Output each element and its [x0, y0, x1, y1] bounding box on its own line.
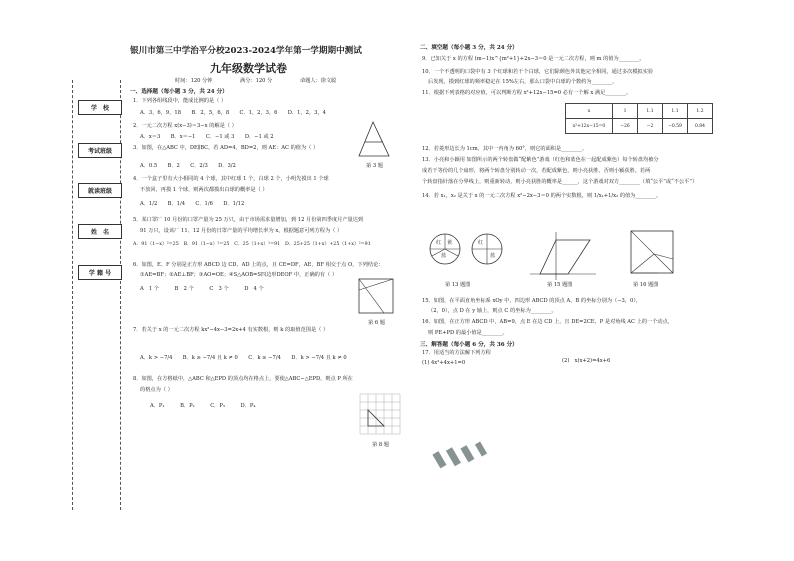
q5-options: A．91（1−x）²=25 B．91（1−x）²=25 C．25（1+x）²=91 D．25+25（1+x）+25（1+x）²=91 [133, 242, 371, 247]
student-id-box: 学 籍 号 [78, 265, 122, 280]
table-cell: x [566, 104, 613, 119]
fig13-caption: 第 13 题图 [445, 282, 471, 288]
q8-grid-figure [358, 392, 402, 436]
q2-options: A．x＝3 B．x＝−1 C．−1 或 3 D．−1 或 2 [140, 134, 274, 140]
study-class-box: 就读班级 [78, 183, 122, 198]
spinner-label: 黄 [447, 240, 453, 246]
table-cell: −0.59 [663, 119, 688, 134]
q8-figure-caption: 第 8 题 [372, 442, 389, 448]
exam-time: 时间：120 分钟 [175, 78, 213, 84]
spinner-label: 红 [478, 240, 484, 246]
q10-line2: 后发现，摸到红球的频率稳定在 15%左右，那么口袋中白球的个数约为________。 [428, 79, 618, 85]
table-cell: 1.1 [638, 104, 663, 119]
q4-options: A．1/2 B．1/4 C．1/6 D．1/12 [140, 201, 245, 207]
q7-options: A．k > −7/4 B．k ≥ −7/4 且 k ≠ 0 C．k ≥ −7/4 D．k > −7/4 且 k ≠ 0 [140, 355, 347, 361]
exam-subtitle: 九年级数学试卷 [210, 62, 287, 75]
q5: 5．某口罩厂 10 月份的口罩产量为 25 万只，由于市场需求量增加，到 12 月份第四季度月产量达到 [133, 217, 364, 223]
table-cell: −2 [638, 119, 663, 134]
table-cell: −26 [613, 119, 638, 134]
section-choice: 一、选择题（每小题 3 分，共 24 分） [130, 89, 228, 95]
q13-line2: 成若干等份的几个扇形，将两个转盘分别转动一次，若配成紫色，则小亮获胜，否则小颖获胜。若两 [422, 168, 651, 174]
spinner-right-figure [470, 232, 504, 266]
q8-line2: 的格点为（ ） [140, 387, 173, 393]
table-cell: x²+12x−15=0 [566, 119, 613, 134]
q16: 16．如图，在正方形 ABCD 中，AB=9，点 E 在边 CD 上，且 DE=2CE，P 是对角线 AC 上的一个动点， [422, 319, 673, 325]
q3-triangle-figure [355, 120, 391, 162]
exam-author: 命题人：徐文聪 [300, 78, 337, 84]
q14: 14．若 x₁，x₂ 是关于 x 的一元二次方程 x²−2x−3＝0 的两个实数根，则 1/x₁+1/x₂ 的值为________。 [422, 193, 662, 199]
q13-line3: 个转盘指针落在分界线上，则重新转动，则小亮获胜的概率是______，这个游戏对双方________（填“公平”或“不公平”） [422, 179, 698, 185]
binding-line-outer [72, 80, 73, 510]
table-row [566, 104, 713, 119]
q1: 1．下列各组线段中，能成比例的是（ ） [133, 98, 227, 104]
q12: 12．若菱形边长为 1cm，其中一内角为 60°，则它的面积是________。 [422, 146, 588, 152]
spinner-left-figure [428, 232, 462, 266]
q13: 13．小亮和小颖用 如图所示的两个转盘做“配紫色”游戏（红色和蓝色在一起配成紫色）每个转盘均被分 [422, 157, 659, 163]
school-box: 学 校 [78, 100, 122, 115]
q1-options: A．3，6，9，18 B．2，5，6，8 C．1，2，3，6 D．1，2，3，4 [140, 110, 326, 116]
section-fill: 二、填空题（每小题 3 分，共 24 分） [420, 45, 518, 51]
q4: 4．一个盒子里有大小相同的 4 个球，其中红球 1 个，白球 2 个，小明先摸出 1 个球 [133, 176, 329, 182]
section-solve: 三、解答题（每小题 6 分，共 36 分） [420, 342, 518, 348]
q6-figure-caption: 第 6 题 [368, 320, 385, 326]
table-cell: 1.2 [688, 104, 713, 119]
q17: 17．用适当的方法解下列方程 [422, 350, 491, 356]
spinner-label: 蓝 [441, 253, 447, 259]
q3-options: A．0.5 B．2 C．2/3 D．3/2 [140, 163, 236, 169]
q8-options: A．P₁ B．P₂ C．P₃ D．P₄ [150, 403, 256, 409]
table-cell: 1 [613, 104, 638, 119]
q17-part2: (2) x(x+2)=4x+6 [562, 358, 611, 364]
q6-line2: ①AE=BF；②AE⊥BF；③AO=OE；④S△AOB=S四边形DEOF 中，正确的有（ ） [140, 272, 338, 278]
spinner-label: 蓝 [490, 253, 496, 259]
table-cell: 0.84 [688, 119, 713, 134]
q9: 9．已知关于 x 的方程 (m−1)x^{m²+1}+2x−3＝0 是一元二次方程，则 m 的值为________。 [422, 56, 645, 62]
watermark-stamp-icon [430, 438, 500, 478]
q3-figure-caption: 第 3 题 [366, 163, 383, 169]
spinner-label: 红 [436, 240, 442, 246]
q3: 3．如图，在△ABC 中，DE∥BC，若 AD=4，BD=2，则 AE：AC 的值为（ ） [133, 145, 319, 151]
q2: 2．一元二次方程 x(x−3)＝3−x 的解是（ ） [133, 123, 237, 129]
q6: 6．如图，E、F 分别是正方形 ABCD 边 CD、AD 上的点，且 CE=DF，AE、BF 相交于点 O，下列结论： [133, 262, 384, 268]
q15-line2: （2，0），点 D 在 y 轴上，则点 C 的坐标为________。 [428, 308, 557, 314]
q4-line2: 不放回，再摸 1 个球，则两次都摸出白球的概率是（ ） [140, 187, 268, 193]
fig16-caption: 第 16 题图 [633, 282, 659, 288]
table-cell: 1.1 [663, 104, 688, 119]
q16-square-figure [628, 228, 676, 278]
q7: 7．若关于 x 的一元二次方程 kx²−4x−3=2x+4 有实数根，则 k 的取值范围是（ ） [133, 327, 329, 333]
q10: 10．一个不透明的口袋中有 3 个红球和若干个白球，它们除颜色外其他完全相同，通过多次模拟实验 [422, 69, 654, 75]
exam-class-box: 考试班级 [78, 143, 122, 158]
name-box: 姓 名 [78, 224, 122, 239]
q8: 8．如图，在方格纸中，△ABC 和△EPD 的顶点均在格点上，要使△ABC∽△EPD，则点 P 所在 [133, 376, 353, 382]
q6-square-figure [356, 276, 396, 316]
q11-value-table [565, 103, 713, 134]
q17-part1: (1) 4x²+4x+1=0 [422, 360, 466, 366]
exam-score: 满分：120 分 [240, 78, 273, 84]
q11: 11．根据下列表格的对应值，可以判断方程 x²+12x−15=0 必有一个解 x 满足________。 [422, 90, 632, 96]
table-row [566, 119, 713, 134]
q16-line2: 则 PE+PD 的最小值是________。 [428, 330, 508, 336]
fig15-caption: 第 15 题图 [547, 282, 573, 288]
q15-coordinate-figure [528, 230, 598, 282]
q15: 15．如图，在平面直角坐标系 xOy 中，四边形 ABCD 的顶点 A，B 的坐标分别为（−3，0）， [422, 298, 642, 304]
exam-title: 银川市第三中学治平分校2023-2024学年第一学期期中测试 [130, 46, 362, 56]
q5-line2: 91 万只，设该厂 11、12 月份的日罩产量的平均增长率为 x，根据题意可列方程为（ ） [140, 228, 343, 234]
q6-options: A 1 个 B 2 个 C 3 个 D 4 个 [140, 286, 264, 292]
